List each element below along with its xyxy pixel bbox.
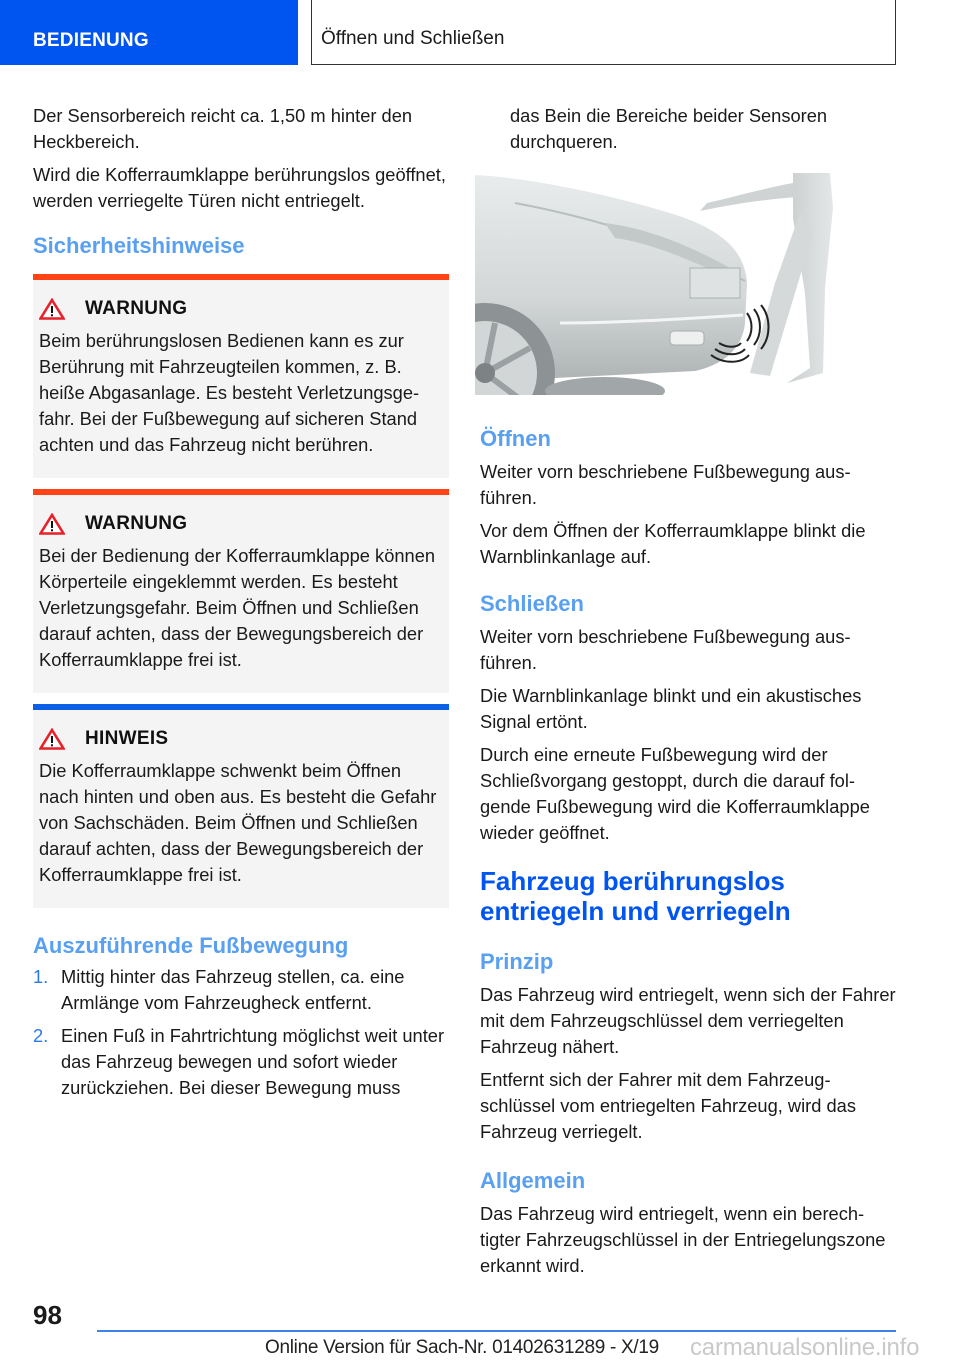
list-item: [33, 964, 449, 1016]
step-number: 2.: [33, 1025, 49, 1046]
close-paragraph: Durch eine erneute Fußbewegung wird der Schließvorgang gestoppt, durch die darauf folgende Fußbewegung wird die Kofferraumklappe wieder geöffnet.: [480, 744, 870, 843]
notice-label: HINWEIS: [85, 728, 169, 749]
main-section-heading: Fahrzeug berührungslos entriegeln und verriegeln: [480, 866, 791, 926]
list-item: [33, 1023, 449, 1101]
open-heading: Öffnen: [480, 426, 551, 451]
section-title: BEDIENUNG: [33, 30, 149, 51]
online-version-text: Online Version für Sach-Nr. 01402631289 - X/19: [265, 1337, 659, 1358]
warning-label: WARNUNG: [85, 513, 188, 534]
warning-text: Bei der Bedienung der Kofferraumklappe können Körperteile eingeklemmt werden. Es besteht Verletzungsgefahr. Beim Öffnen und Schließen darauf achten, dass der Bewegungsbereich der Kofferraumklappe frei ist.: [39, 545, 436, 670]
header-section-tab: [0, 0, 298, 65]
close-heading: Schließen: [480, 591, 584, 616]
principle-paragraph: Das Fahrzeug wird entriegelt, wenn sich der Fahrer mit dem Fahrzeugschlüssel dem verriegelten Fahrzeug nähert.: [480, 984, 896, 1057]
intro-paragraph: Wird die Kofferraumklappe berührungslos geöffnet, werden verriegelte Türen nicht entriegelt.: [33, 164, 446, 211]
notice-box: [33, 704, 449, 908]
principle-heading: Prinzip: [480, 949, 554, 974]
step-text: Einen Fuß in Fahrtrichtung möglichst weit unter das Fahrzeug bewegen und sofort wieder zurückziehen. Bei dieser Bewegung muss: [61, 1025, 445, 1098]
safety-heading: Sicherheitshinweise: [33, 233, 245, 258]
warning-text: Beim berührungslosen Bedienen kann es zur Berührung mit Fahrzeugteilen kommen, z. B. heiße Abgasanlage. Es besteht Verletzungsgefahr. Bei der Fußbewegung auf sicheren Stand achten und das Fahrzeug nicht berühren.: [39, 330, 420, 455]
foot-gesture-illustration: [475, 173, 891, 395]
watermark: carmanualsonline.info: [690, 1334, 920, 1361]
close-paragraph: Weiter vorn beschriebene Fußbewegung ausführen.: [480, 626, 851, 673]
car-rear-sensor-image: [475, 173, 891, 395]
step-number: 1.: [33, 966, 49, 987]
step-text: Mittig hinter das Fahrzeug stellen, ca. eine Armlänge vom Fahrzeugheck entfernt.: [61, 966, 405, 1013]
warning-label: WARNUNG: [85, 298, 188, 319]
open-paragraph: Vor dem Öffnen der Kofferraumklappe blinkt die Warnblinkanlage auf.: [480, 520, 866, 567]
warning-box: [33, 274, 449, 478]
close-paragraph: Die Warnblinkanlage blinkt und ein akustisches Signal ertönt.: [480, 685, 862, 732]
warning-triangle-icon: [39, 513, 65, 535]
steps-heading: Auszuführende Fußbewegung: [33, 933, 349, 958]
page-number: 98: [33, 1300, 62, 1330]
general-heading: Allgemein: [480, 1168, 586, 1193]
notice-text: Die Kofferraumklappe schwenkt beim Öffnen nach hinten und oben aus. Es besteht die Gefahr von Sachschäden. Beim Öffnen und Schließen darauf achten, dass der Bewegungsbereich der Kofferraumklappe frei ist.: [39, 760, 437, 885]
open-paragraph: Weiter vorn beschriebene Fußbewegung ausführen.: [480, 461, 851, 508]
header-chapter-box: [311, 0, 896, 65]
principle-paragraph: Entfernt sich der Fahrer mit dem Fahrzeugschlüssel vom entriegelten Fahrzeug, wird das Fahrzeug verriegelt.: [480, 1069, 856, 1142]
left-column: [33, 103, 449, 1108]
warning-triangle-icon: [39, 728, 65, 750]
continuation-paragraph: das Bein die Bereiche beider Sensoren durchqueren.: [510, 105, 828, 152]
intro-paragraph: Der Sensorbereich reicht ca. 1,50 m hinter den Heckbereich.: [33, 105, 413, 152]
right-column: [480, 103, 896, 1286]
general-paragraph: Das Fahrzeug wird entriegelt, wenn ein berechtigter Fahrzeugschlüssel in der Entriegelungszone erkannt wird.: [480, 1203, 886, 1276]
chapter-title: Öffnen und Schließen: [321, 28, 505, 49]
warning-triangle-icon: [39, 298, 65, 320]
warning-box: [33, 489, 449, 693]
footer-divider: [97, 1330, 896, 1332]
steps-list: [33, 964, 449, 1101]
